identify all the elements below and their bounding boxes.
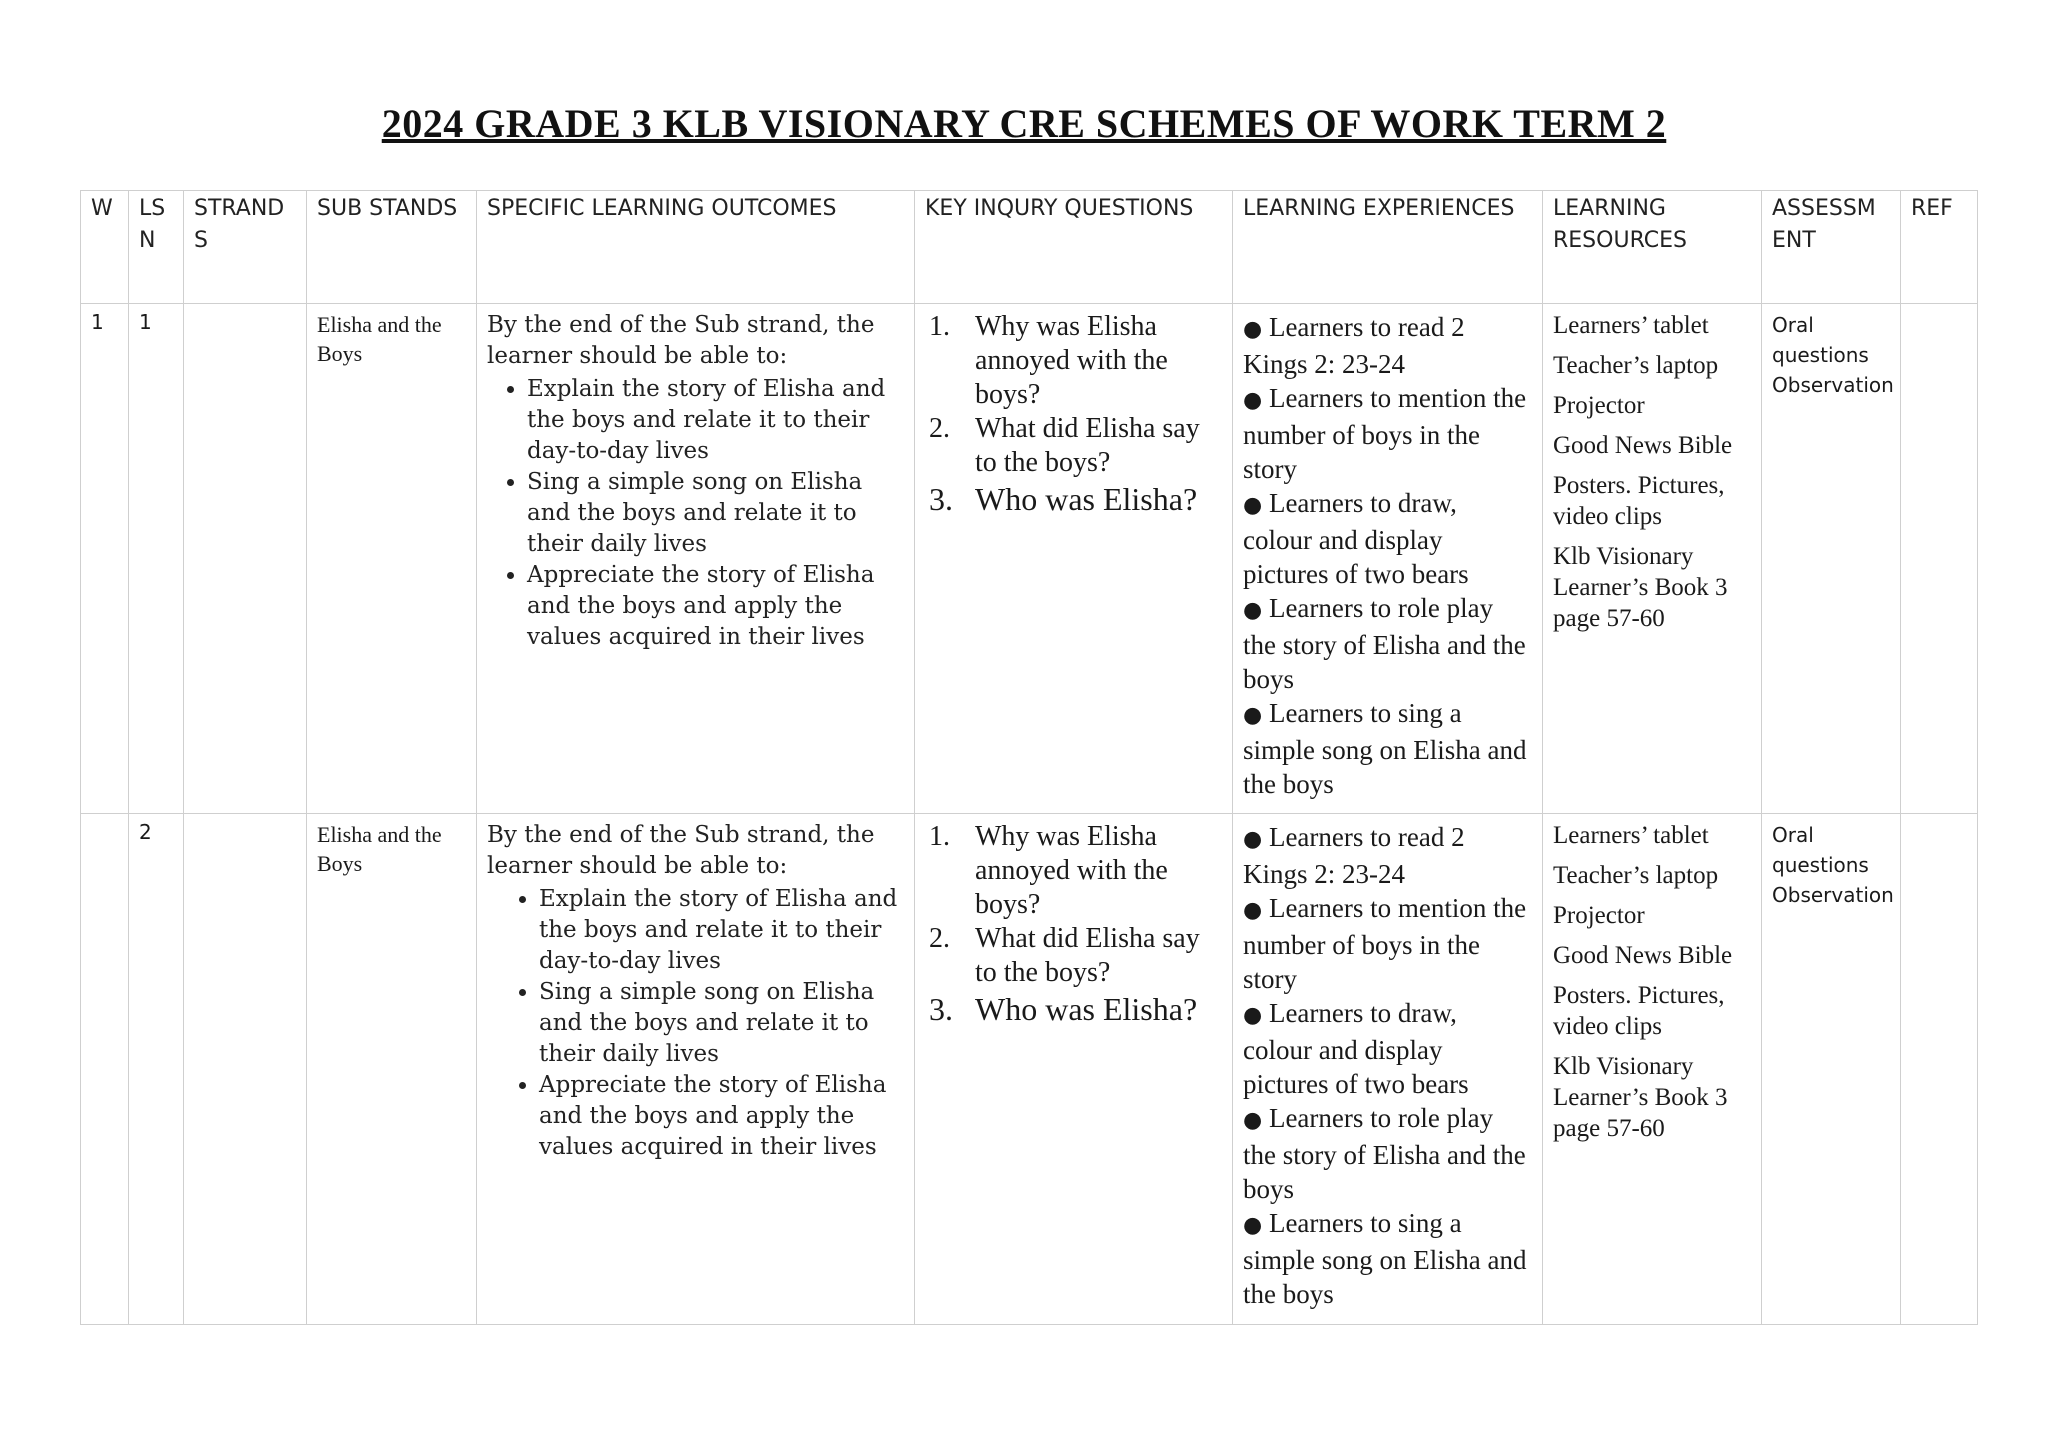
header-key-questions: KEY INQURY QUESTIONS <box>915 191 1233 304</box>
experience-text: Learners to draw, colour and display pictures of two bears <box>1243 488 1469 589</box>
list-item <box>1243 820 1532 891</box>
resources-cell <box>1543 814 1762 1325</box>
strand-cell <box>184 814 307 1325</box>
assessment-cell <box>1762 814 1901 1325</box>
list-item <box>1243 1101 1532 1206</box>
outcomes-cell <box>477 304 915 814</box>
strand-cell <box>184 304 307 814</box>
question-number: 3. <box>929 991 953 1027</box>
lesson-cell: 1 <box>129 304 184 814</box>
sub-strand-cell: Elisha and the Boys <box>307 814 477 1325</box>
list-item: questions <box>1772 343 1869 367</box>
list-item: Teacher’s laptop <box>1553 862 1719 889</box>
experience-text: Learners to read 2 Kings 2: 23-24 <box>1243 822 1465 889</box>
list-item <box>1243 1206 1532 1311</box>
list-item <box>1243 591 1532 696</box>
header-resources: LEARNING RESOURCES <box>1543 191 1762 304</box>
document-title: 2024 GRADE 3 KLB VISIONARY CRE SCHEMES OF WORK TERM 2 <box>381 101 1667 146</box>
experience-text: Learners to sing a simple song on Elisha and the boys <box>1243 1208 1527 1309</box>
questions-list <box>925 820 1222 1028</box>
bullet-icon: ● <box>1243 898 1263 923</box>
list-item <box>1243 696 1532 801</box>
bullet-icon: ● <box>1243 598 1263 623</box>
resources-cell <box>1543 304 1762 814</box>
bullet-icon: ● <box>1243 317 1263 342</box>
sub-strand-cell: Elisha and the Boys <box>307 304 477 814</box>
bullet-icon: ● <box>1243 1213 1263 1238</box>
outcomes-list <box>487 884 904 1163</box>
list-item: Learners’ tablet <box>1553 312 1709 339</box>
list-item: Posters. Pictures, video clips <box>1553 982 1725 1040</box>
key-questions-cell <box>915 814 1233 1325</box>
question-text: Who was Elisha? <box>975 991 1198 1027</box>
list-item <box>1243 891 1532 996</box>
lesson-cell: 2 <box>129 814 184 1325</box>
list-item: Good News Bible <box>1553 432 1733 459</box>
bullet-icon: ● <box>1243 1108 1263 1133</box>
header-experiences: LEARNING EXPERIENCES <box>1233 191 1543 304</box>
list-item: • Sing a simple song on Elisha and the boys and relate it to their daily lives <box>527 467 904 560</box>
question-text: What did Elisha say to the boys? <box>975 413 1200 478</box>
list-item: Posters. Pictures, video clips <box>1553 472 1725 530</box>
experience-text: Learners to mention the number of boys in the story <box>1243 383 1527 484</box>
list-item: Good News Bible <box>1553 942 1733 969</box>
outcomes-intro: By the end of the Sub strand, the learner should be able to: <box>487 822 875 879</box>
experience-text: Learners to role play the story of Elisha and the boys <box>1243 1103 1526 1204</box>
header-lesson: LS N <box>129 191 184 304</box>
list-item <box>925 820 1222 922</box>
experiences-cell <box>1233 814 1543 1325</box>
ref-cell <box>1901 304 1978 814</box>
outcomes-cell <box>477 814 915 1325</box>
schemes-of-work-table <box>80 190 1978 1325</box>
experience-text: Learners to role play the story of Elisha and the boys <box>1243 593 1526 694</box>
list-item: Projector <box>1553 392 1645 419</box>
question-number: 1. <box>929 311 950 342</box>
list-item: • Explain the story of Elisha and the boys and relate it to their day-to-day lives <box>539 884 904 977</box>
question-number: 1. <box>929 821 950 852</box>
bullet-icon: ● <box>1243 827 1263 852</box>
table-row <box>81 814 1978 1325</box>
list-item <box>1243 381 1532 486</box>
question-text: What did Elisha say to the boys? <box>975 923 1200 988</box>
question-text: Who was Elisha? <box>975 481 1198 517</box>
week-cell <box>81 814 129 1325</box>
list-item: Learners’ tablet <box>1553 822 1709 849</box>
key-questions-cell <box>915 304 1233 814</box>
list-item: Klb Visionary Learner’s Book 3 page 57-60 <box>1553 1053 1728 1142</box>
bullet-icon: ● <box>1243 388 1263 413</box>
list-item <box>925 990 1222 1028</box>
experience-text: Learners to draw, colour and display pictures of two bears <box>1243 998 1469 1099</box>
bullet-icon: ● <box>1243 493 1263 518</box>
week-cell: 1 <box>81 304 129 814</box>
experience-text: Learners to sing a simple song on Elisha and the boys <box>1243 698 1527 799</box>
outcomes-list <box>487 374 904 653</box>
list-item <box>925 310 1222 412</box>
assessment-cell <box>1762 304 1901 814</box>
list-item: Projector <box>1553 902 1645 929</box>
questions-list <box>925 310 1222 518</box>
list-item <box>1243 310 1532 381</box>
question-number: 2. <box>929 923 950 954</box>
header-assessment: ASSESSM ENT <box>1762 191 1901 304</box>
list-item <box>925 922 1222 990</box>
question-number: 3. <box>929 481 953 517</box>
experience-text: Learners to read 2 Kings 2: 23-24 <box>1243 312 1465 379</box>
header-sub-strands: SUB STANDS <box>307 191 477 304</box>
header-week: W <box>81 191 129 304</box>
list-item <box>1243 996 1532 1101</box>
list-item: Oral <box>1772 823 1814 847</box>
list-item <box>925 480 1222 518</box>
header-outcomes: SPECIFIC LEARNING OUTCOMES <box>477 191 915 304</box>
header-row <box>81 191 1978 304</box>
list-item <box>1243 486 1532 591</box>
list-item: Teacher’s laptop <box>1553 352 1719 379</box>
list-item: • Explain the story of Elisha and the boys and relate it to their day-to-day lives <box>527 374 904 467</box>
bullet-icon: ● <box>1243 703 1263 728</box>
list-item <box>925 412 1222 480</box>
list-item: • Appreciate the story of Elisha and the boys and apply the values acquired in their lives <box>539 1070 904 1163</box>
list-item: Observation <box>1772 373 1894 397</box>
ref-cell <box>1901 814 1978 1325</box>
question-number: 2. <box>929 413 950 444</box>
table-row <box>81 304 1978 814</box>
list-item: Oral <box>1772 313 1814 337</box>
list-item: Observation <box>1772 883 1894 907</box>
list-item: • Appreciate the story of Elisha and the boys and apply the values acquired in their lives <box>527 560 904 653</box>
outcomes-intro: By the end of the Sub strand, the learner should be able to: <box>487 312 875 369</box>
question-text: Why was Elisha annoyed with the boys? <box>975 311 1168 410</box>
question-text: Why was Elisha annoyed with the boys? <box>975 821 1168 920</box>
experiences-cell <box>1233 304 1543 814</box>
experience-text: Learners to mention the number of boys in the story <box>1243 893 1527 994</box>
header-strands: STRAND S <box>184 191 307 304</box>
list-item: Klb Visionary Learner’s Book 3 page 57-60 <box>1553 543 1728 632</box>
bullet-icon: ● <box>1243 1003 1263 1028</box>
header-ref: REF <box>1901 191 1978 304</box>
list-item: questions <box>1772 853 1869 877</box>
list-item: • Sing a simple song on Elisha and the boys and relate it to their daily lives <box>539 977 904 1070</box>
